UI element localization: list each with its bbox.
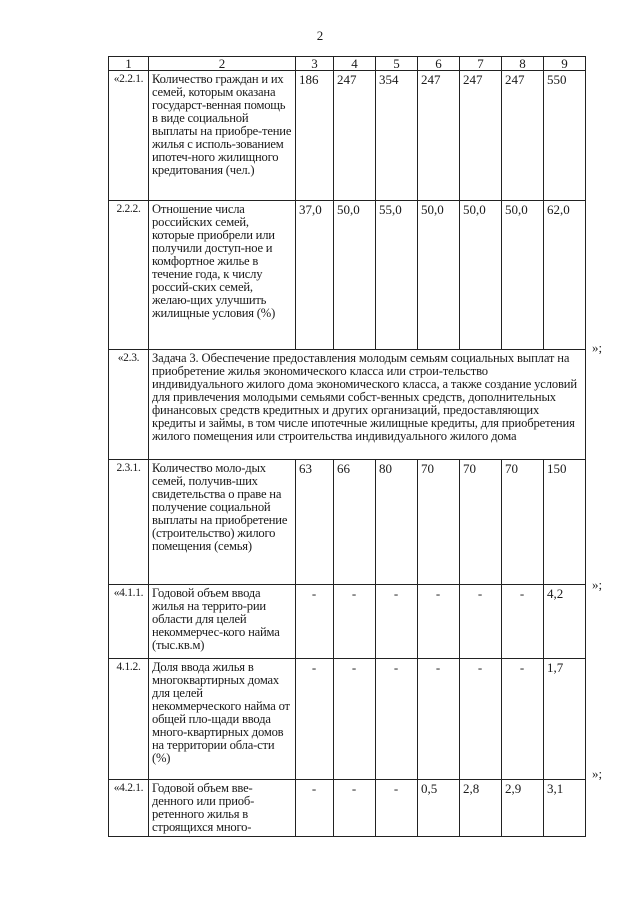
header-cell: 4 bbox=[334, 57, 376, 71]
value-cell: 37,0 bbox=[296, 201, 334, 350]
value-cell: 50,0 bbox=[502, 201, 544, 350]
table-row bbox=[109, 780, 586, 837]
row-number: «2.2.1. bbox=[109, 71, 149, 201]
header-cell: 2 bbox=[149, 57, 296, 71]
task-row bbox=[109, 350, 586, 460]
value-cell: 62,0 bbox=[544, 201, 586, 350]
row-number: 2.2.2. bbox=[109, 201, 149, 350]
header-cell: 6 bbox=[418, 57, 460, 71]
value-cell: 247 bbox=[460, 71, 502, 201]
row-number: 4.1.2. bbox=[109, 659, 149, 780]
value-cell: 247 bbox=[418, 71, 460, 201]
value-cell: - bbox=[502, 659, 544, 780]
table-row bbox=[109, 460, 586, 585]
header-cell: 3 bbox=[296, 57, 334, 71]
table-row bbox=[109, 585, 586, 659]
table-row bbox=[109, 201, 586, 350]
value-cell: - bbox=[296, 585, 334, 659]
value-cell: - bbox=[334, 659, 376, 780]
header-cell: 1 bbox=[109, 57, 149, 71]
header-cell: 9 bbox=[544, 57, 586, 71]
closing-quote-mark: »; bbox=[592, 577, 603, 592]
indicator-name: Отношение числа российских семей, которые приобрели или получили доступ-ное и комфортное жилье в течение года, к числу россий-ских семей, желаю-щих улучшить жилищные условия (%) bbox=[149, 201, 296, 350]
value-cell: - bbox=[460, 585, 502, 659]
header-cell: 7 bbox=[460, 57, 502, 71]
value-cell: 0,5 bbox=[418, 780, 460, 837]
value-cell: 1,7 bbox=[544, 659, 586, 780]
indicator-name: Количество моло-дых семей, получив-ших свидетельства о праве на получение социальной выплаты на приобретение (строительство) жилого помещения (семья) bbox=[149, 460, 296, 585]
header-cell: 8 bbox=[502, 57, 544, 71]
value-cell: 2,8 bbox=[460, 780, 502, 837]
value-cell: 66 bbox=[334, 460, 376, 585]
header-cell: 5 bbox=[376, 57, 418, 71]
indicator-name: Годовой объем вве-денного или приоб-ретенного жилья в строящихся много- bbox=[149, 780, 296, 837]
value-cell: 3,1 bbox=[544, 780, 586, 837]
value-cell: 4,2 bbox=[544, 585, 586, 659]
value-cell: 247 bbox=[502, 71, 544, 201]
value-cell: 80 bbox=[376, 460, 418, 585]
value-cell: 50,0 bbox=[460, 201, 502, 350]
value-cell: - bbox=[296, 659, 334, 780]
row-number: «4.2.1. bbox=[109, 780, 149, 837]
row-number: «4.1.1. bbox=[109, 585, 149, 659]
value-cell: 150 bbox=[544, 460, 586, 585]
value-cell: 247 bbox=[334, 71, 376, 201]
value-cell: 70 bbox=[460, 460, 502, 585]
value-cell: 70 bbox=[502, 460, 544, 585]
indicator-name: Годовой объем ввода жилья на террито-рии области для целей некоммерчес-кого найма (тыс.кв.м) bbox=[149, 585, 296, 659]
value-cell: - bbox=[460, 659, 502, 780]
table-row bbox=[109, 71, 586, 201]
indicators-table bbox=[108, 56, 586, 837]
value-cell: - bbox=[376, 659, 418, 780]
page-number: 2 bbox=[316, 28, 324, 43]
value-cell: 2,9 bbox=[502, 780, 544, 837]
table-row bbox=[109, 659, 586, 780]
row-number: «2.3. bbox=[109, 350, 149, 460]
value-cell: 63 bbox=[296, 460, 334, 585]
row-number: 2.3.1. bbox=[109, 460, 149, 585]
value-cell: - bbox=[334, 585, 376, 659]
column-number-header bbox=[109, 57, 586, 71]
indicator-name: Доля ввода жилья в многоквартирных домах для целей некоммерческого найма от общей пло-щади ввода много-квартирных домов на территории обла-сти (%) bbox=[149, 659, 296, 780]
value-cell: - bbox=[418, 585, 460, 659]
value-cell: 50,0 bbox=[418, 201, 460, 350]
value-cell: - bbox=[502, 585, 544, 659]
value-cell: 50,0 bbox=[334, 201, 376, 350]
value-cell: - bbox=[376, 780, 418, 837]
value-cell: - bbox=[334, 780, 376, 837]
value-cell: 70 bbox=[418, 460, 460, 585]
closing-quote-mark: »; bbox=[592, 340, 603, 355]
task-description: Задача 3. Обеспечение предоставления молодым семьям социальных выплат на приобретение жилья экономического класса или строи-тельство индивидуального жилого дома экономического класса, а также создание условий для привлечения молодыми семьями собст-венных средств, дополнительных финансовых средств кредитных и других организаций, предоставляющих кредиты и займы, в том числе ипотечные жилищные кредиты, для приобретения жилого помещения или строительства индивидуального жилого дома bbox=[149, 350, 586, 460]
indicator-name: Количество граждан и их семей, которым оказана государст-венная помощь в виде социальной выплаты на приобре-тение жилья с исполь-зованием ипотеч-ного жилищного кредитования (чел.) bbox=[149, 71, 296, 201]
value-cell: 550 bbox=[544, 71, 586, 201]
value-cell: - bbox=[376, 585, 418, 659]
value-cell: 55,0 bbox=[376, 201, 418, 350]
closing-quote-mark: »; bbox=[592, 766, 603, 781]
value-cell: - bbox=[296, 780, 334, 837]
value-cell: - bbox=[418, 659, 460, 780]
value-cell: 186 bbox=[296, 71, 334, 201]
value-cell: 354 bbox=[376, 71, 418, 201]
